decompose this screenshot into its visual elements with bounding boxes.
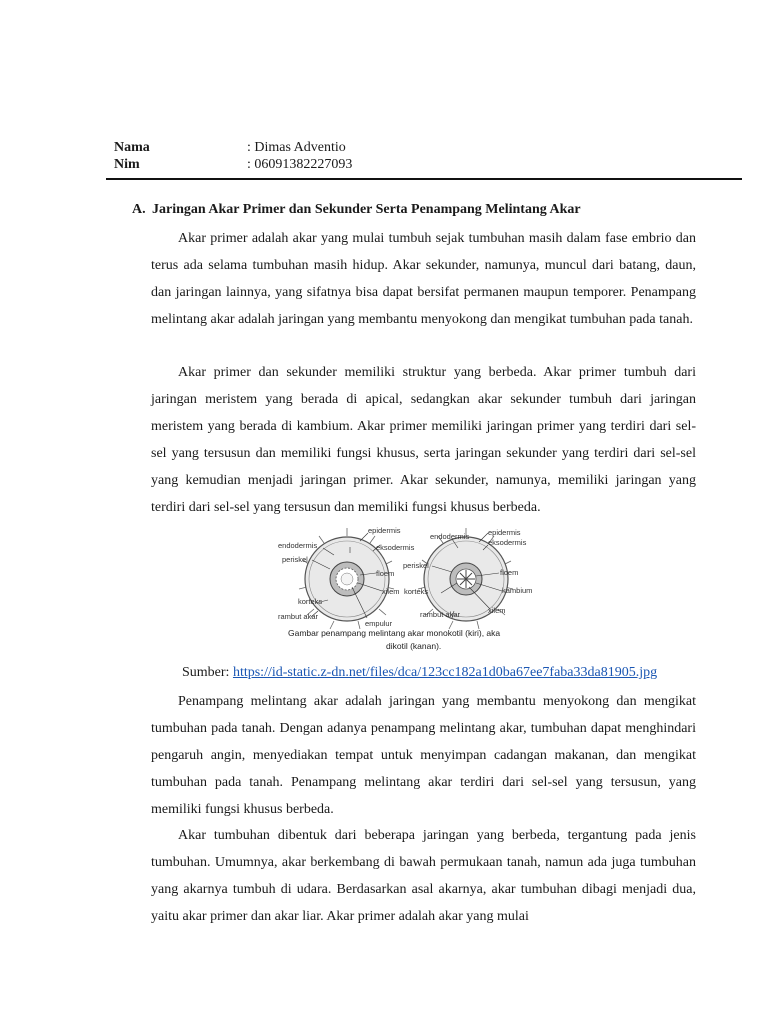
paragraph-1: Akar primer adalah akar yang mulai tumbuh sejak tumbuhan masih dalam fase embrio dan terus ada selama tumbuhan masih hidup. Akar sekunder, namunya, muncul dari batang, daun, dan jaringan lainnya, yang sifatnya bisa dapat bersifat permanen maupun temporer. Penampang melintang akar adalah jaringan yang membantu menyokong dan mengikat tumbuhan pada tanah. <box>151 231 696 327</box>
figure-caption-line2: dikotil (kanan). <box>386 641 442 651</box>
source-label: Sumber: <box>182 665 233 680</box>
label-epidermis-right: epidermis <box>488 528 521 537</box>
label-epidermis-left: epidermis <box>368 526 401 535</box>
paragraph-2: Akar primer dan sekunder memiliki struktur yang berbeda. Akar primer tumbuh dari jaringan meristem yang berada di apical, sedangkan akar sekunder tumbuh dari jaringan meristem yang berada di kambium. Akar primer memiliki jaringan primer yang terdiri dari sel-sel yang tersusun dan memiliki fungsi khusus, serta jaringan sekunder yang terdiri dari sel-sel yang kemudian menjadi jaringan primer. Akar sekunder, namunya, memiliki jaringan yang terdiri dari sel-sel yang tersusun dan memiliki fungsi khusus berbeda. <box>151 365 696 515</box>
image-source <box>182 665 657 681</box>
label-floem-left: floem <box>376 569 395 578</box>
label-periskel-right: periskel <box>403 561 429 570</box>
header-divider <box>106 178 742 180</box>
root-cross-section-figure <box>276 525 548 655</box>
label-eksodermis-right: eksodermis <box>488 538 527 547</box>
label-korteks-left: korteks <box>298 597 323 606</box>
paragraph-4: Akar tumbuhan dibentuk dari beberapa jaringan yang berbeda, tergantung pada jenis tumbuhan. Umumnya, akar berkembang di bawah permukaan tanah, namun ada juga tumbuhan yang akarnya tumbuh di udara. Berdasarkan asal akarnya, akar tumbuhan dibagi menjadi dua, yaitu akar primer dan akar liar. Akar primer adalah akar yang mulai <box>151 828 696 924</box>
section-heading <box>132 202 581 218</box>
label-xilem-right: xilem <box>488 606 506 615</box>
name-label: Nama <box>114 140 150 155</box>
label-rambut-akar-left: rambut akar <box>278 612 319 621</box>
root-diagram <box>276 525 548 655</box>
label-periskel-left: periskel <box>282 555 308 564</box>
section-letter: A. <box>132 202 146 217</box>
label-endodermis-right: endodermis <box>430 532 470 541</box>
figure-caption-line1: Gambar penampang melintang akar monokotil (kiri), aka <box>288 628 501 638</box>
source-link[interactable]: https://id-static.z-dn.net/files/dca/123cc182a1d0ba67ee7faba33da81905.jpg <box>232 665 658 680</box>
section-title: Jaringan Akar Primer dan Sekunder Serta Penampang Melintang Akar <box>152 202 581 217</box>
nim-label: Nim <box>114 157 140 172</box>
label-rambut-akar-right: rambut akar <box>420 610 461 619</box>
label-eksodermis-left: eksodermis <box>376 543 415 552</box>
label-kambium-right: kambium <box>502 586 533 595</box>
label-empulur-left: empulur <box>365 619 393 628</box>
nim-value: : 06091382227093 <box>247 157 353 172</box>
label-floem-right: floem <box>500 568 519 577</box>
label-korteks-right: korteks <box>404 587 429 596</box>
label-xilem-left: xilem <box>382 587 400 596</box>
label-endodermis-left: endodermis <box>278 541 318 550</box>
name-value: : Dimas Adventio <box>247 140 346 155</box>
paragraph-3: Penampang melintang akar adalah jaringan yang membantu menyokong dan mengikat tumbuhan pada tanah. Dengan adanya penampang melintang akar, tumbuhan dapat menghindari pengaruh angin, menyediakan tempat untuk menyimpan cadangan makanan, dan mengikat tumbuhan pada tanah. Penampang melintang akar terdiri dari sel-sel yang tersusun, yang memiliki fungsi khusus berbeda. <box>151 694 696 817</box>
